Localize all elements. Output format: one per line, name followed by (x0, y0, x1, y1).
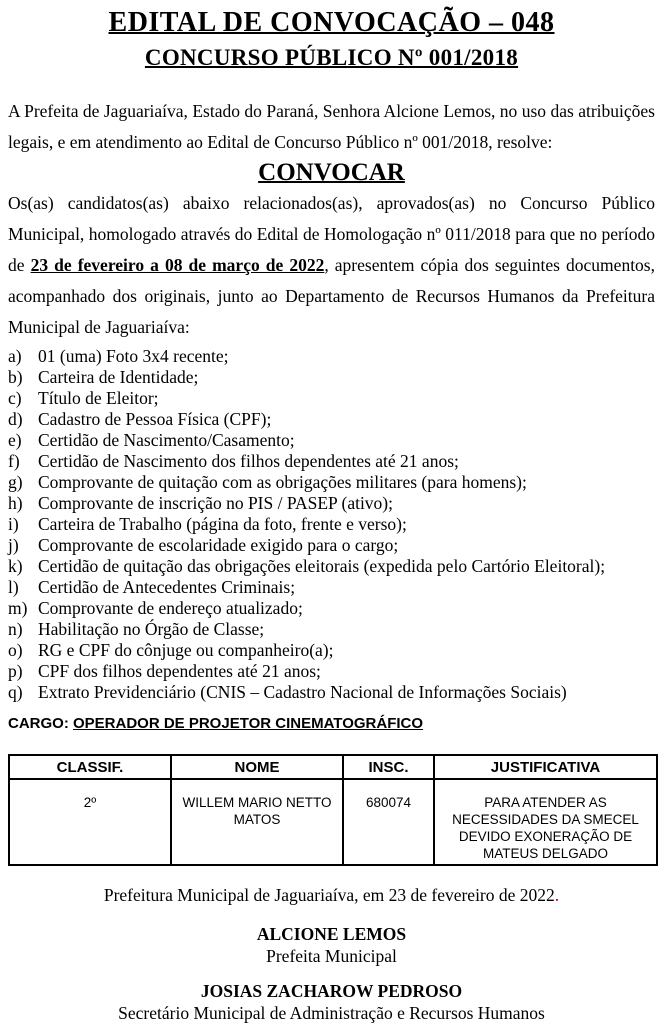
document-item-text: Comprovante de inscrição no PIS / PASEP (ativo); (38, 493, 393, 513)
document-item-marker: a) (8, 346, 22, 366)
document-item-text: Comprovante de escolaridade exigido para o cargo; (38, 535, 399, 555)
document-subtitle: CONCURSO PÚBLICO Nº 001/2018 (144, 45, 519, 70)
table-cell: WILLEM MARIO NETTO MATOS (171, 779, 343, 865)
document-item-marker: m) (8, 598, 28, 618)
table-header-cell: JUSTIFICATIVA (434, 755, 657, 779)
cargo-line (8, 714, 655, 734)
document-item-marker: p) (8, 661, 23, 681)
cargo-value: OPERADOR DE PROJETOR CINEMATOGRÁFICO (73, 715, 424, 732)
document-item-text: Certidão de Nascimento dos filhos dependentes até 21 anos; (38, 451, 459, 471)
document-item (8, 619, 655, 640)
table-header-cell: NOME (171, 755, 343, 779)
document-item-text: RG e CPF do cônjuge ou companheiro(a); (38, 640, 334, 660)
document-item-marker: k) (8, 556, 23, 576)
convocation-table (8, 754, 658, 866)
signature-block-secretario (8, 980, 655, 1024)
document-item (8, 367, 655, 388)
document-item-text: Certidão de Antecedentes Criminais; (38, 577, 296, 597)
document-item (8, 451, 655, 472)
documents-list (8, 346, 655, 703)
document-item-text: Carteira de Identidade; (38, 367, 199, 387)
document-item (8, 388, 655, 409)
section-heading-convocar: CONVOCAR (258, 159, 405, 186)
document-item-text: Habilitação no Órgão de Classe; (38, 619, 265, 639)
document-item-text: Comprovante de endereço atualizado; (38, 598, 303, 618)
document-item-marker: g) (8, 472, 23, 492)
document-item (8, 472, 655, 493)
document-item-marker: f) (8, 451, 20, 471)
table-row (9, 779, 657, 865)
table-header-cell: CLASSIF. (9, 755, 171, 779)
document-item (8, 409, 655, 430)
footer-date-line (8, 884, 655, 906)
document-item-text: Certidão de Nascimento/Casamento; (38, 430, 295, 450)
document-item-marker: d) (8, 409, 23, 429)
convocation-text-part2: , apresentem cópia dos seguintes documentos, acompanhado dos originais, junto ao Departamento de Recursos Humanos da Prefeitura Municipal de Jaguariaíva: (8, 255, 655, 337)
document-item (8, 346, 655, 367)
table-body (9, 779, 657, 865)
table-cell: PARA ATENDER AS NECESSIDADES DA SMECEL DEVIDO EXONERAÇÃO DE MATEUS DELGADO (434, 779, 657, 865)
table-cell: 680074 (343, 779, 434, 865)
document-item (8, 493, 655, 514)
document-item (8, 598, 655, 619)
document-item-text: Título de Eleitor; (38, 388, 159, 408)
document-item-text: CPF dos filhos dependentes até 21 anos; (38, 661, 321, 681)
document-item-marker: h) (8, 493, 23, 513)
table-cell: 2º (9, 779, 171, 865)
document-item-text: Certidão de quitação das obrigações eleitorais (expedida pelo Cartório Eleitoral); (38, 556, 606, 576)
table-header-cell: INSC. (343, 755, 434, 779)
document-item-marker: i) (8, 514, 19, 534)
document-item-text: Comprovante de quitação com as obrigações militares (para homens); (38, 472, 527, 492)
document-item-marker: b) (8, 367, 23, 387)
document-title: EDITAL DE CONVOCAÇÃO – 048 (108, 7, 555, 38)
signature-name: ALCIONE LEMOS (256, 924, 407, 944)
document-item (8, 661, 655, 682)
document-item-marker: o) (8, 640, 23, 660)
document-item-text: Extrato Previdenciário (CNIS – Cadastro Nacional de Informações Sociais) (38, 682, 567, 702)
document-item (8, 577, 655, 598)
convocation-paragraph (8, 188, 655, 343)
signature-role: Prefeita Municipal (266, 946, 397, 966)
convocation-text-part1: Os(as) candidatos(as) abaixo relacionados(as), aprovados(as) no Concurso Público Municipal, homologado através do Edital de Homologação nº 011/2018 para que no período de (8, 193, 655, 275)
document-item-text: 01 (uma) Foto 3x4 recente; (38, 346, 229, 366)
document-item-marker: c) (8, 388, 22, 408)
intro-paragraph: A Prefeita de Jaguariaíva, Estado do Paraná, Senhora Alcione Lemos, no uso das atribuições legais, e em atendimento ao Edital de Concurso Público nº 001/2018, resolve: (8, 101, 655, 152)
document-item (8, 430, 655, 451)
document-item (8, 535, 655, 556)
signature-block-prefeita (8, 923, 655, 967)
footer-date-period: . (554, 885, 560, 905)
document-item (8, 514, 655, 535)
document-item-text: Cadastro de Pessoa Física (CPF); (38, 409, 272, 429)
signature-role: Secretário Municipal de Administração e Recursos Humanos (118, 1003, 545, 1023)
table-header-row (9, 755, 657, 779)
cargo-label: CARGO: (8, 715, 73, 732)
document-item (8, 682, 655, 703)
convocation-date-range: 23 de fevereiro a 08 de março de 2022 (30, 255, 325, 275)
document-item-marker: j) (8, 535, 19, 555)
document-item-text: Carteira de Trabalho (página da foto, frente e verso); (38, 514, 407, 534)
signature-name: JOSIAS ZACHAROW PEDROSO (200, 981, 463, 1001)
footer-date-text: Prefeitura Municipal de Jaguariaíva, em 23 de fevereiro de 2022 (103, 885, 555, 905)
document-item-marker: e) (8, 430, 22, 450)
document-item-marker: n) (8, 619, 23, 639)
document-item (8, 556, 655, 577)
document-item-marker: q) (8, 682, 23, 702)
document-item (8, 640, 655, 661)
document-item-marker: l) (8, 577, 19, 597)
